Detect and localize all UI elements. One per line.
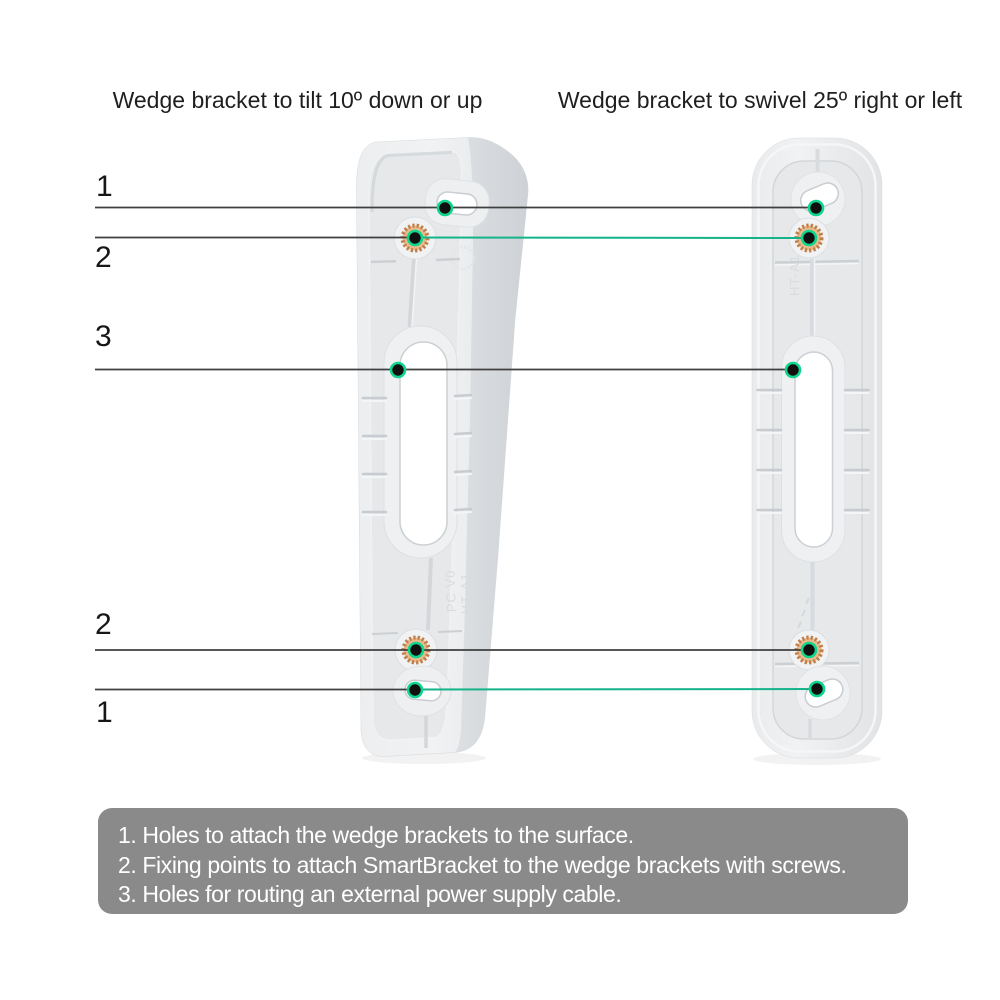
callout-number-3: 3 xyxy=(95,320,112,353)
callout-dot xyxy=(409,643,423,657)
callout-dot xyxy=(802,231,816,245)
legend-box xyxy=(98,808,908,914)
callout-dot xyxy=(809,201,823,215)
callout-line-2-top-teal xyxy=(415,238,809,239)
callout-dot xyxy=(408,231,422,245)
callout-dot xyxy=(786,363,800,377)
callout-dot xyxy=(391,363,405,377)
callout-dot xyxy=(802,643,816,657)
callout-number-1-top: 1 xyxy=(96,170,113,203)
caption-tilt-bracket: Wedge bracket to tilt 10º down or up xyxy=(112,87,483,113)
callout-number-2-top: 2 xyxy=(95,241,112,274)
molded-label-line1: HT-A1 xyxy=(457,572,474,615)
callout-line-1-bottom-teal xyxy=(415,689,817,690)
callout-dot xyxy=(408,683,422,697)
legend-item-2: 2. Fixing points to attach SmartBracket to the wedge brackets with screws. xyxy=(118,851,847,878)
callout-dot xyxy=(810,682,824,696)
molded-label: HT-A1 xyxy=(787,254,802,296)
callout-dot xyxy=(438,201,452,215)
molded-label-line2: PC V0 xyxy=(442,569,459,613)
legend-item-3: 3. Holes for routing an external power supply cable. xyxy=(118,881,622,907)
legend-item-1: 1. Holes to attach the wedge brackets to the surface. xyxy=(118,822,634,848)
callout-number-2-bottom: 2 xyxy=(95,608,112,641)
caption-swivel-bracket: Wedge bracket to swivel 25º right or left xyxy=(557,87,963,113)
callout-number-1-bottom: 1 xyxy=(96,696,113,729)
